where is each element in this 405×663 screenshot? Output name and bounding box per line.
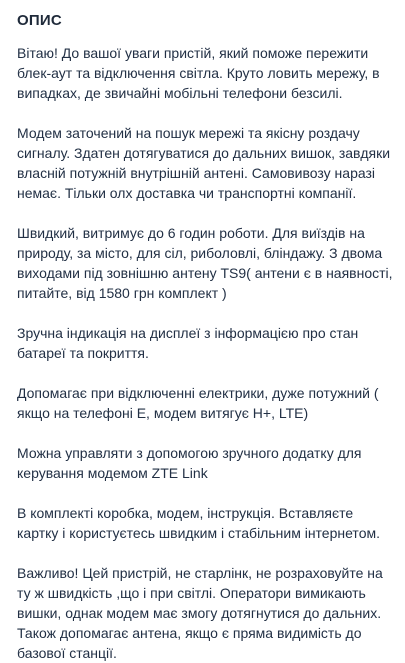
description-paragraph: Модем заточений на пошук мережі та якісну роздачу сигналу. Здатен дотягуватися до дальних вишок, завдяки власній потужній внутрішній антені. Самовивозу наразі немає. Тільки олх доставка чи транспортні компанії. <box>17 125 391 201</box>
description-paragraph: Зручна індикація на дисплеї з інформацією про стан батареї та покриття. <box>17 325 359 361</box>
description-paragraph: Вітаю! До вашої уваги пристій, який поможе пережити блек-аут та відключення світла. Круто ловить мережу, в випадках, де звичайні мобільні телефони безсилі. <box>17 45 380 101</box>
description-paragraph: Можна управляти з допомогою зручного додатку для керування модемом ZTE Link <box>17 445 362 481</box>
description-paragraph: Важливо! Цей пристрій, не старлінк, не розраховуйте на ту ж швидкість ,що і при світлі. Оператори вимикають вишки, однак модем має змогу дотягнутися до дальних. Також допомагає антена, якщо є пряма видимість до базової станції. <box>17 565 383 661</box>
description-paragraph: Допомагає при відключенні електрики, дуже потужний ( якщо на телефоні Е, модем витягує Н+, LTE) <box>17 385 379 421</box>
description-paragraph: Швидкий, витримує до 6 годин роботи. Для виїздів на природу, за місто, для сіл, риболовлі, бліндажу. З двома виходами під зовнішню антену TS9( антени є в наявності, питайте, від 1580 грн комплект ) <box>17 225 393 301</box>
description-paragraph: В комплекті коробка, модем, інструкція. Вставляєте картку і користуєтесь швидким і стабільним інтернетом. <box>17 505 380 541</box>
description-heading: ОПИС <box>17 12 62 29</box>
description-body <box>17 43 393 663</box>
